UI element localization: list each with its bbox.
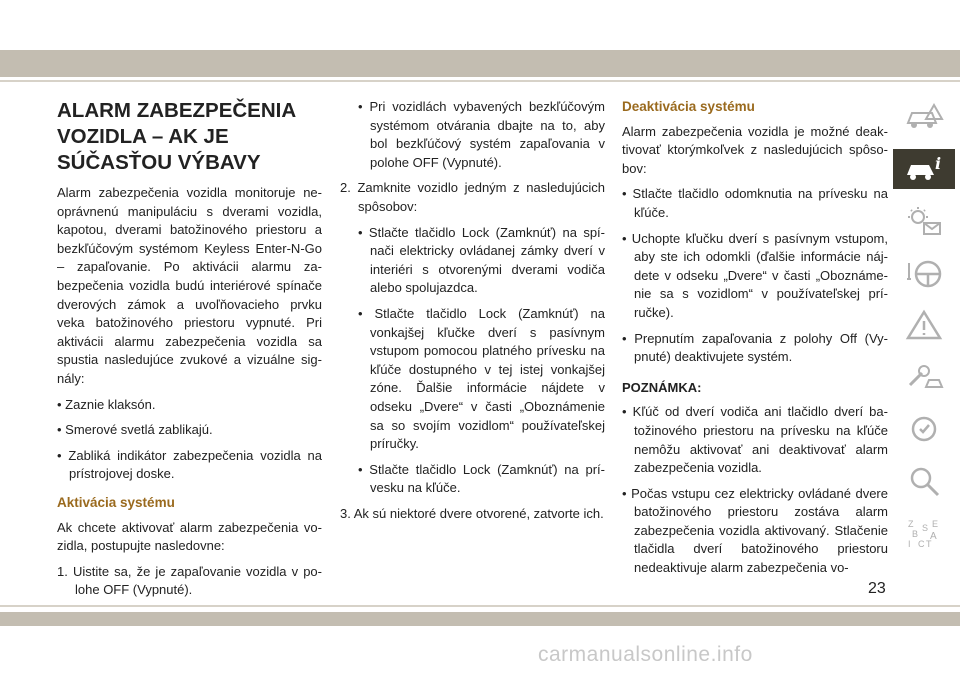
tab-emergency[interactable] <box>893 305 955 345</box>
column-left <box>57 98 322 607</box>
dashboard-lights-icon <box>904 205 944 237</box>
footer-band <box>0 612 960 626</box>
bullet-door-handle: • Uchopte kľučku dverí s pasívnym vstupom, aby ste ich odomkli (ďalšie informácie nájdete v odseku „Dvere“ v časti „Oboznámenie sa s vozidlom“ v používateľskej príručke). <box>622 230 888 320</box>
page-number: 23 <box>868 580 886 597</box>
sub-bullet-interior-lock: • Stlačte tlačidlo Lock (Zamknúť) na spínači elektricky ovládanej zámky dverí v interiéri s otvorenými dverami vodiča alebo spolujazdca. <box>358 224 605 296</box>
header-rule <box>0 80 960 82</box>
magnifier-icon <box>904 465 944 497</box>
note-title: POZNÁMKA: <box>622 379 702 395</box>
svg-text:i: i <box>935 154 942 173</box>
title-line-1: ALARM ZABEZPEČENIA <box>57 99 297 122</box>
tab-dashboard[interactable] <box>893 201 955 241</box>
note-2: • Počas vstupu cez elektricky ovládané dvere batožinového priestoru zostáva alarm zabezpečenia vozidla aktivovaný. Stlačenie tlačidla dverí batožinového priestoru nedeaktivuje alarm zabezpečenia vo- <box>622 485 888 576</box>
svg-text:A: A <box>930 531 937 542</box>
svg-text:Z: Z <box>908 519 914 529</box>
media-settings-icon <box>904 413 944 445</box>
car-warning-icon <box>904 101 944 133</box>
emergency-icon <box>904 309 944 341</box>
header-band <box>0 50 960 77</box>
title-line-3: SÚČASŤOU VÝBAVY <box>57 151 261 174</box>
note-1: • Kľúč od dverí vodiča ani tlačidlo dverí batožinového priestoru na prívesku na kľúče nemôžu aktivovať ani deaktivovať alarm zabezpečenia vozidla. <box>622 404 888 476</box>
wrench-car-icon <box>904 361 944 393</box>
svg-text:T: T <box>926 539 932 549</box>
tab-service[interactable] <box>893 357 955 397</box>
sub-bullet-key-fob: • Stlačte tlačidlo Lock (Zamknúť) na prívesku na kľúče. <box>358 461 605 496</box>
sub-bullet-keyless: • Pri vozidlách vybavených bezkľúčovým systémom otvárania dbajte na to, aby bol bezkľúčový systém zapaľovania v polohe OFF (Vypnuté). <box>358 99 605 170</box>
page-title <box>57 98 322 176</box>
step-1: 1. Uistite sa, že je zapaľovanie vozidla v polohe OFF (Vypnuté). <box>57 563 322 598</box>
section-heading-activation: Aktivácia systému <box>57 494 175 510</box>
alphabet-index-icon <box>904 517 944 549</box>
tab-vehicle-warning[interactable] <box>893 97 955 137</box>
step-3: 3. Ak sú niektoré dvere otvorené, zatvorte ich. <box>340 505 604 521</box>
deactivation-paragraph: Alarm zabezpečenia vozidla je možné deaktivovať ktorýmkoľvek z nasledujúcich spôsobov: <box>622 123 888 176</box>
tab-index[interactable] <box>893 513 955 553</box>
car-info-icon <box>904 153 944 185</box>
watermark: carmanualsonline.info <box>538 643 753 666</box>
bullet-horn: • Zaznie klaksón. <box>57 396 156 412</box>
tab-search[interactable] <box>893 461 955 501</box>
svg-text:C: C <box>918 539 925 549</box>
svg-text:I: I <box>908 539 911 549</box>
chapter-tabs <box>893 97 960 565</box>
tab-starting-driving[interactable] <box>893 253 955 293</box>
steering-wheel-icon <box>904 257 944 289</box>
bullet-unlock-fob: • Stlačte tlačidlo odomknutia na prívesku na kľúče. <box>622 186 888 220</box>
step-2: 2. Zamknite vozidlo jedným z nasledujúcich spôsobov: <box>340 180 605 214</box>
sub-bullet-passive-entry: • Stlačte tlačidlo Lock (Zamknúť) na vonkajšej kľučke dverí s pasívnym vstupom pomocou platného prívesku na kľúče dostupného v tej istej vonkajšej zóne. Ďalšie informácie nájdete v odseku „Dvere“ v časti „Oboznámenie sa so svojím vozidlom“ používateľskej príručky. <box>358 305 605 452</box>
column-middle <box>340 98 605 530</box>
tab-vehicle-info[interactable] <box>893 149 955 189</box>
svg-text:E: E <box>932 519 939 529</box>
activation-paragraph: Ak chcete aktivovať alarm zabezpečenia vozidla, postupujte nasledovne: <box>57 519 322 554</box>
section-heading-deactivation: Deaktivácia systému <box>622 99 755 114</box>
bullet-turn-signals: • Smerové svetlá zablikajú. <box>57 422 213 438</box>
svg-text:S: S <box>922 523 929 533</box>
footer-rule <box>0 605 960 607</box>
title-line-2: VOZIDLA – AK JE <box>57 125 229 148</box>
intro-paragraph: Alarm zabezpečenia vozidla monitoruje neoprávnenú manipuláciu s dverami vozidla, kapotou, dverami batožinového priestoru a bezkľúčovým systémom Keyless Enter-N-Go – zapaľovanie. Po aktivácii alarmu zabezpečenia vozidla budú interiérové spínače dverových zámok a uvoľňovacieho prvku veka batožinového priestoru vypnuté. Pri aktivácii alarmu zabezpečenia vozidla sa spustia nasledujúce zvukové a vizuálne signály: <box>57 185 322 386</box>
bullet-ignition: • Prepnutím zapaľovania z polohy Off (Vypnuté) deaktivujete systém. <box>622 330 888 365</box>
tab-multimedia[interactable] <box>893 409 955 449</box>
bullet-indicator: • Zabliká indikátor zabezpečenia vozidla na prístrojovej doske. <box>57 447 322 482</box>
column-right <box>622 98 888 585</box>
svg-text:B: B <box>912 529 919 539</box>
